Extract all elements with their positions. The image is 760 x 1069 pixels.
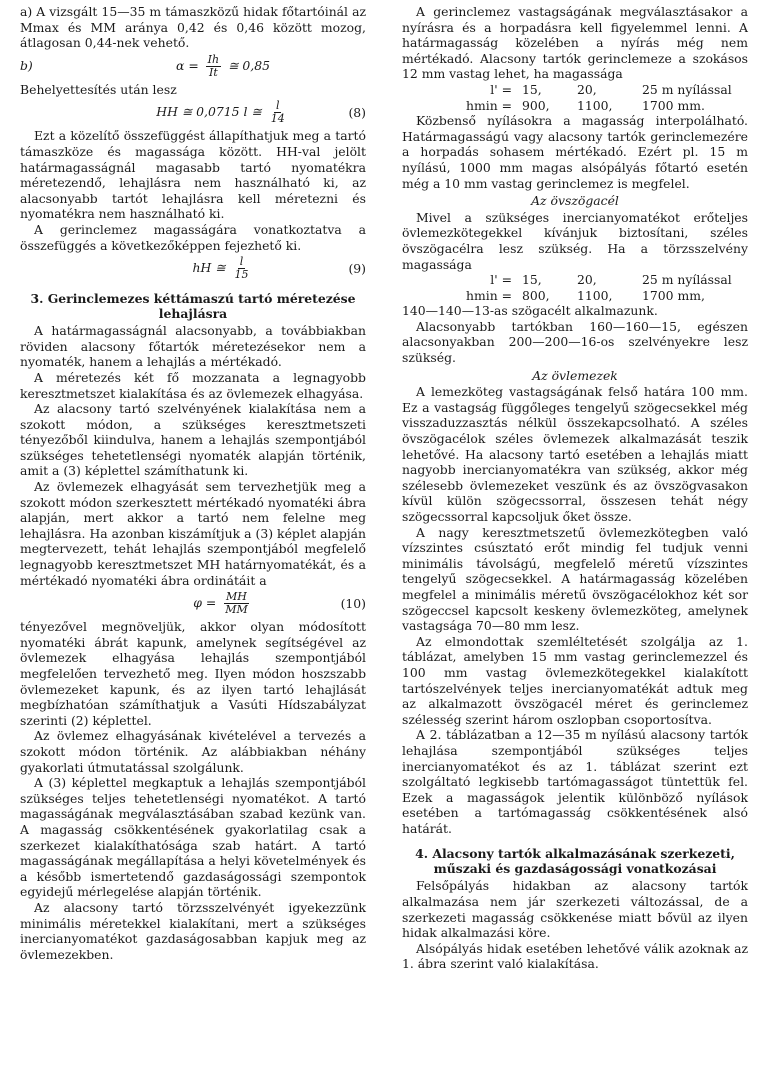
equation-9-denominator: 15 — [234, 268, 249, 282]
paragraph-7: tényezővel megnöveljük, akkor olyan módosított nyomatéki ábrát kapunk, amelynek segítségével az övlemezek elhagyása lehajlás szempontjából megfelelően tervezhető meg. Ilyen módon hoszszabb övlemezeket kapunk, és az ilyen tartó lehajlását megbízhatóan számíthatjuk a Vasúti Hídszabályzat szerinti (2) képlettel. — [20, 619, 366, 728]
equation-10-lhs: φ = — [193, 595, 217, 611]
paragraph-4: A méretezés két fő mozzanata a legnagyobb keresztmetszet kialakítása és az övlemezek elhagyása. — [20, 369, 366, 401]
span-row-2 — [402, 98, 748, 114]
equation-8 — [20, 100, 366, 125]
span-row-4-label: hmin = — [466, 287, 512, 303]
paragraph-r9: Felsőpályás hidakban az alacsony tartók alkalmazása nem jár szerkezeti változással, de a szerkezeti magasság csökkenése miatt bővül az ilyen hidak alkalmazási köre. — [402, 878, 748, 941]
paragraph-r8: A 2. táblázatban a 12—35 m nyílású alacsony tartók lehajlása szempontjából szükséges teljes inercianyomatékot és az 1. táblázat szerint ezt szolgáltató legkisebb tartómagasságot tüntettük fel. Ezek a magasságok jelentik különböző nyílások esetében a tartómagasság csökkentésének alsó határát. — [402, 727, 748, 836]
equation-8-numerator: l — [275, 99, 280, 113]
equation-10 — [20, 591, 366, 616]
paragraph-1: Ezt a közelítő összefüggést állapíthatjuk meg a tartó támaszköze és magassága között. HH-val jelölt határmagasságnál magasabb tartó nyomatékra méretezendő, lehajlásra nem használható ki, az alacsonyabb tartót lehajlásra kell méretezni és nyomatékra nem használható ki. — [20, 128, 366, 222]
span-row-2-val-1: 900, — [522, 97, 550, 113]
span-row-4 — [402, 288, 748, 304]
equation-b-rhs: ≅ 0,85 — [228, 57, 270, 73]
paragraph-r7: Az elmondottak szemléltetését szolgálja az 1. táblázat, amelyben 15 mm vastag gerinclemezzel és 100 mm vastag övlemezkötegekkel kialakított tartószelvények teljes inercianyomatékát adtuk meg az alkalmazott övszögacél méret és gerinclemez szélesség szerint három oszlopban csoportosítva. — [402, 633, 748, 727]
equation-b-numerator: Ih — [207, 52, 220, 66]
equation-9 — [20, 256, 366, 281]
paragraph-r5: A lemezköteg vastagságának felső határa 100 mm. Ez a vastagság függőleges tengelyű szögecsekkel még visszaduzzasztás nélkül összekapcsolható. A széles övszögacélok széles övlemezek alkalmazását teszik lehetővé. Ha alacsony tartó esetében a lehajlás miatt nagyobb inercianyomatékra van szükség, akkor még szélesebb övlemezeket veszünk és az övszögvasakon kívül külön szögecssorral, összesen tehát négy szögecssorral kapcsoljuk őket össze. — [402, 384, 748, 524]
span-row-2-val-2: 1100, — [577, 97, 613, 113]
equation-10-fraction — [223, 591, 250, 616]
paragraph-8: Az övlemez elhagyásának kivételével a tervezés a szokott módon történik. Az alábbiakban néhány gyakorlati útmutatással szolgálunk. — [20, 728, 366, 775]
equation-9-fraction — [233, 256, 251, 281]
paragraph-r4: Alacsonyabb tartókban 160—160—15, egészen alacsonyakban 200—200—16-os szelvényekre lesz szükség. — [402, 318, 748, 366]
paragraph-3: A határmagasságnál alacsonyabb, a továbbiakban röviden alacsony főtartók méretezésekor nem a nyomaték, hanem a lehajlás a mértékadó. — [20, 323, 366, 370]
span-row-3-val-1: 15, — [522, 272, 542, 288]
equation-9-number: (9) — [348, 260, 366, 276]
span-row-2-val-3: 1700 mm. — [642, 97, 705, 113]
equation-10-number: (10) — [340, 595, 366, 611]
paragraph-2: A gerinclemez magasságára vonatkoztatva a összefüggés a következőképpen fejezhető ki. — [20, 221, 366, 253]
equation-9-numerator: l — [239, 255, 244, 269]
two-column-layout — [20, 4, 748, 972]
right-column — [402, 4, 748, 972]
equation-b-lhs: α = — [176, 57, 199, 73]
span-row-3-val-3: 25 m nyílással — [642, 272, 732, 288]
equation-b — [20, 54, 366, 79]
equation-10-body — [120, 591, 326, 616]
paragraph-10: Az alacsony tartó törzsszelvényét igyekezzünk minimális méretekkel kialakítani, mert a szükséges inercianyomatékot gazdaságosabban kapjuk meg az övlemezekben. — [20, 899, 366, 962]
equation-b-denominator: It — [209, 65, 218, 79]
subheading-ovlemezek: Az övlemezek — [532, 367, 618, 383]
span-row-3-label: l' = — [490, 272, 512, 288]
left-column — [20, 4, 366, 972]
span-row-2-label: hmin = — [466, 97, 512, 113]
span-row-4-val-2: 1100, — [577, 287, 613, 303]
paragraph-r6: A nagy keresztmetszetű övlemezkötegben való vízszintes csúsztató erőt mindig fel tudjuk venni minimális távolságú, megfelelő méretű vízszintes tengelyű szögecsekkel. A határmagasság közelében megfelel a minimális méretű övszögacélokhoz két sor szögeccsel kapcsolt keskeny övlemezköteg, amelynek vastagsága 70—80 mm lesz. — [402, 524, 748, 634]
span-row-4-val-1: 800, — [522, 287, 550, 303]
equation-8-lhs: HH ≅ 0,0715 l ≅ — [156, 104, 262, 120]
paragraph-r10: Alsópályás hidak esetében lehetővé válik azoknak az 1. ábra szerint való kialakítása. — [402, 940, 748, 972]
equation-b-body — [120, 54, 326, 79]
span-row-3-val-2: 20, — [577, 272, 597, 288]
paragraph-r3: Mivel a szükséges inercianyomatékot erőteljes övlemezkötegekkel kívánjuk biztosítani, széles övszögacélra lesz szükség. Ha a törzsszelvény magassága — [402, 209, 748, 272]
paragraph-r4a: 140—140—13-as szögacélt alkalmazunk. — [402, 303, 658, 319]
span-row-1-val-1: 15, — [522, 81, 542, 97]
section-4-title: 4. Alacsony tartók alkalmazásának szerkezeti, műszaki és gazdaságossági vonatkozásai — [415, 846, 735, 877]
equation-9-body — [120, 256, 326, 281]
span-row-3 — [402, 272, 748, 288]
equation-8-fraction — [269, 100, 287, 125]
equation-b-label: b) — [20, 58, 33, 74]
equation-b-fraction — [206, 54, 221, 79]
paragraph-5: Az alacsony tartó szelvényének kialakítása nem a szokott módon, a szükséges keresztmetszeti tényezőből kiindulva, hanem a lehajlás szempontjából szükséges tehetetlenségi nyomaték alapján történik, amit a (3) képlettel számíthatunk ki. — [20, 401, 366, 479]
equation-8-number: (8) — [348, 105, 366, 121]
equation-8-body — [120, 100, 326, 125]
span-row-1-val-2: 20, — [577, 81, 597, 97]
equation-9-lhs: hH ≅ — [192, 260, 226, 276]
equation-10-numerator: MH — [226, 590, 247, 604]
span-row-4-val-3: 1700 mm, — [642, 287, 705, 303]
span-row-1-label: l' = — [490, 81, 512, 97]
equation-10-denominator: MM — [225, 603, 248, 617]
span-row-1-val-3: 25 m nyílással — [642, 81, 732, 97]
subheading-ovszogacel: Az övszögacél — [531, 193, 619, 209]
paragraph-r1: A gerinclemez vastagságának megválasztásakor a nyírásra és a horpadásra kell figyelemmel lenni. A határmagasság közelében a nyírás még nem mértékadó. Alacsony tartók gerinclemeze a szokásos 12 mm vastag lehet, ha magassága — [402, 4, 748, 82]
equation-8-denominator: 14 — [270, 112, 285, 126]
paragraph-r2: Közbenső nyílásokra a magasság interpolálható. Határmagasságú vagy alacsony tartók gerinclemezére a horpadás sohasem mértékadó. Ezért pl. 15 m nyílású, 1000 mm magas alsópályás főtartó esetén még a 10 mm vastag gerinclemez is megfelel. — [402, 113, 748, 191]
paragraph-6: Az övlemezek elhagyását sem tervezhetjük meg a szokott módon szerkesztett mértékadó nyomatéki ábra alapján, mert akkor a tartó nem felelne meg lehajlásra. Ha azonban kiszámítjuk a (3) képlet alapján megtervezett, tehát lehajlás szempontjából megfelelő legnagyobb keresztmetszet MH határnyomatékát, és a mértékadó nyomatéki ábra ordinátáit a — [20, 479, 366, 588]
paragraph-9: A (3) képlettel megkaptuk a lehajlás szempontjából szükséges teljes tehetetlenségi nyomatékot. A tartó magasságának megválasztásában szabad kezünk van. A magasság csökkentésének gyakorlatilag csak a szerkezet kialakíthatósága szab határt. A tartó magasságának megállapítása a helyi követelmények és a később ismertetendő gazdaságossági szempontok egyidejű mérlegelése alapján történik. — [20, 775, 366, 900]
section-3-title: 3. Gerinclemezes kéttámaszú tartó méretezése lehajlásra — [30, 291, 356, 322]
span-row-1 — [402, 82, 748, 98]
paragraph-a: a) A vizsgált 15—35 m támaszközű hidak főtartóinál az Mmax és MM aránya 0,42 és 0,46 között mozog, átlagosan 0,44-nek vehető. — [20, 4, 366, 51]
paragraph-behelyettesites: Behelyettesítés után lesz — [20, 81, 177, 97]
